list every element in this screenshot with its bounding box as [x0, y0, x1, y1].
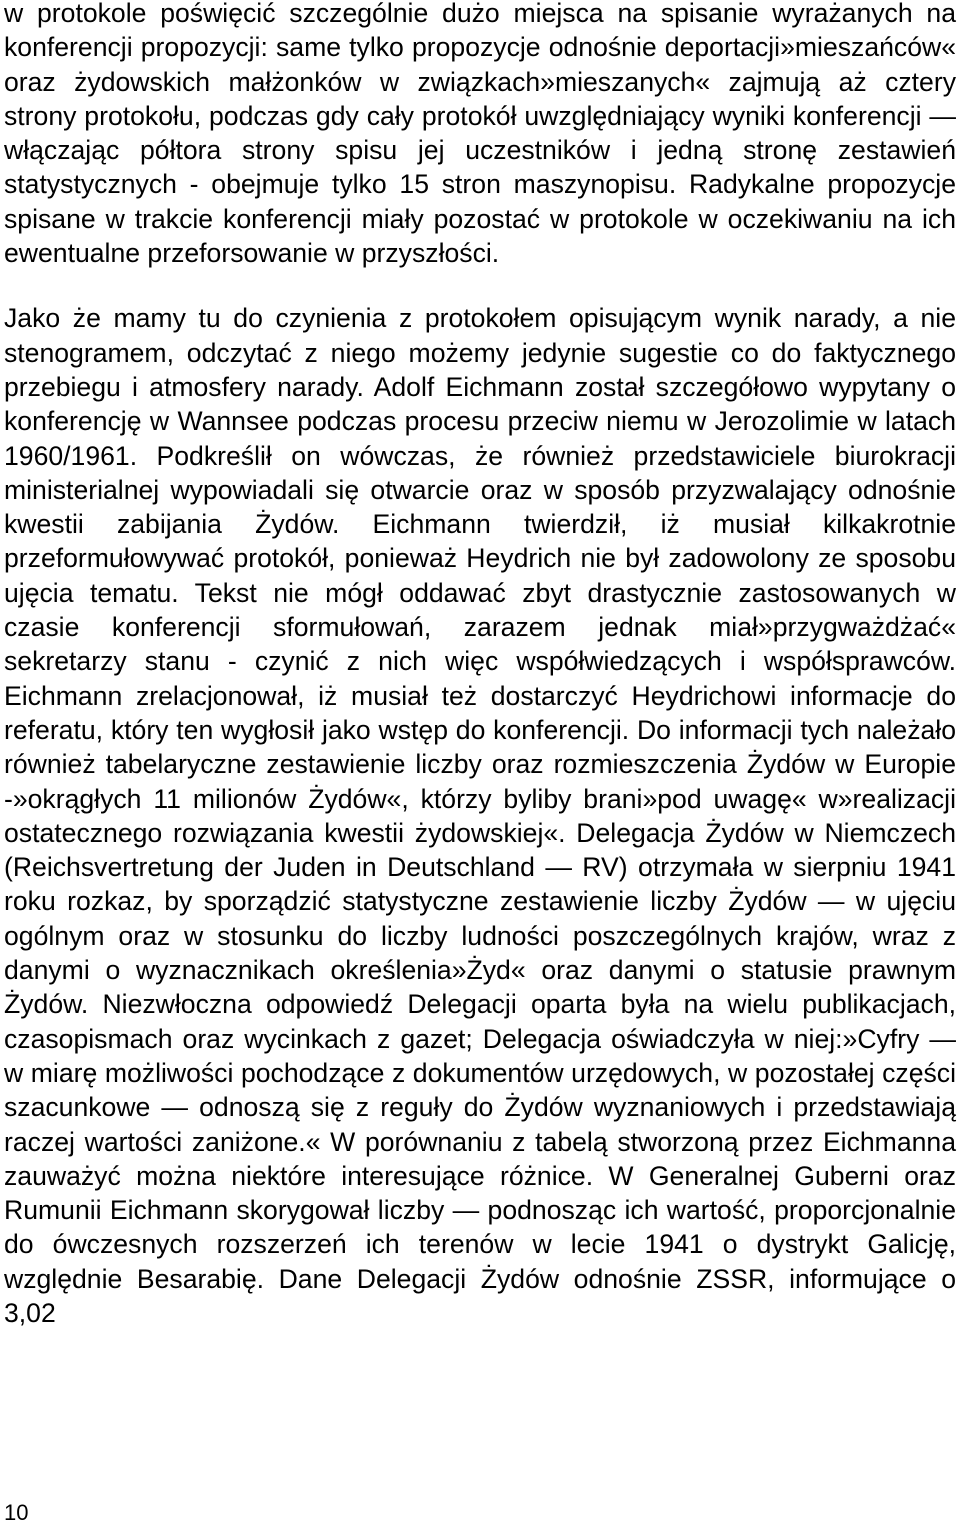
page-number: 10	[4, 1500, 29, 1525]
paragraph-2: Jako że mamy tu do czynienia z protokołem opisującym wynik narady, a nie stenogramem, odczytać z niego możemy jedynie sugestie co do faktycznego przebiegu i atmosfery narady. Adolf Eichmann został szczegółowo wypytany o konferencję w Wannsee podczas procesu przeciw niemu w Jerozolimie w latach 1960/1961. Podkreślił on wówczas, że również przedstawiciele biurokracji ministerialnej wypowiadali się otwarcie oraz w sposób przyzwalający odnośnie kwestii zabijania Żydów. Eichmann twierdził, iż musiał kilkakrotnie przeformułowywać protokół, ponieważ Heydrich nie był zadowolony ze sposobu ujęcia tematu. Tekst nie mógł oddawać zbyt drastycznie zastosowanych w czasie konferencji sformułowań, zarazem jednak miał»przygważdżać« sekretarzy stanu - czynić z nich więc współwiedzących i współsprawców. Eichmann zrelacjonował, iż musiał też dostarczyć Heydrichowi informacje do referatu, który ten wygłosił jako wstęp do konferencji. Do informacji tych należało również tabelaryczne zestawienie liczby oraz rozmieszczenia Żydów w Europie -»okrągłych 11 milionów Żydów«, którzy byliby brani»pod uwagę« w»realizacji ostatecznego rozwiązania kwestii żydowskiej«. Delegacja Żydów w Niemczech (Reichsvertretung der Juden in Deutschland — RV) otrzymała w sierpniu 1941 roku rozkaz, by sporządzić statystyczne zestawienie liczby Żydów — w ujęciu ogólnym oraz w stosunku do liczby ludności poszczególnych krajów, wraz z danymi o wyznacznikach określenia»Żyd« oraz danymi o statusie prawnym Żydów. Niezwłoczna odpowiedź Delegacji oparta była na wielu publikacjach, czasopismach oraz wycinkach z gazet; Delegacja oświadczyła w niej:»Cyfry — w miarę możliwości pochodzące z dokumentów urzędowych, w pozostałej części szacunkowe — odnoszą się z reguły do Żydów wyznaniowych i przedstawiają raczej wartości zaniżone.« W porównaniu z tabelą stworzoną przez Eichmanna zauważyć można niektóre interesujące różnice. W Generalnej Guberni oraz Rumunii Eichmann skorygował liczby — podnosząc ich wartość, proporcjonalnie do ówczesnych rozszerzeń ich terenów w lecie 1941 o dystrykt Galicję, względnie Besarabię. Dane Delegacji Żydów odnośnie ZSSR, informujące o 3,02	[4, 303, 956, 1328]
paragraph-1: w protokole poświęcić szczególnie dużo miejsca na spisanie wyrażanych na konferencji propozycji: same tylko propozycje odnośnie deportacji»mieszańców« oraz żydowskich małżonków w związkach»mieszanych« zajmują aż cztery strony protokołu, podczas gdy cały protokół uwzględniający wyniki konferencji — włączając półtora strony spisu jej uczestników i jedną stronę zestawień statystycznych - obejmuje tylko 15 stron maszynopisu. Radykalne propozycje spisane w trakcie konferencji miały pozostać w protokole w oczekiwaniu na ich ewentualne przeforsowanie w przyszłości.	[4, 0, 956, 269]
